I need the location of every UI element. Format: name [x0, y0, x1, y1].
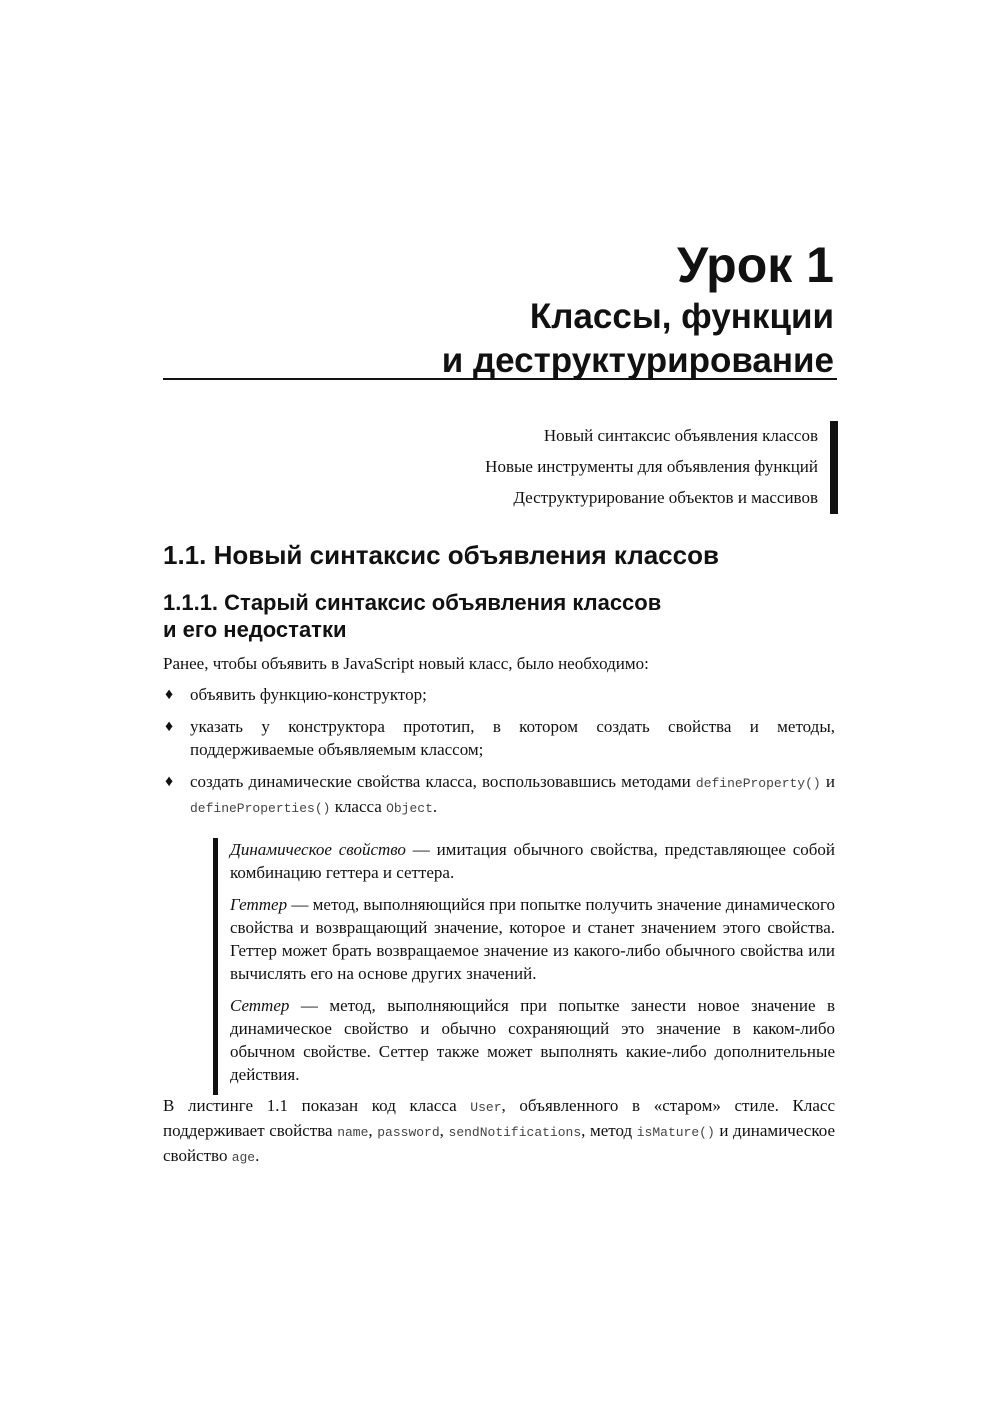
- code-is-mature: isMature(): [636, 1125, 715, 1140]
- list-item: [163, 683, 835, 706]
- chapter-title-line1: Классы, функции: [529, 297, 834, 336]
- code-user: User: [470, 1100, 502, 1115]
- note-paragraph: [230, 893, 835, 985]
- code-object: Object: [386, 801, 433, 816]
- list-item: [163, 715, 835, 761]
- definition-text: — метод, выполняющийся при попытке получить значение динамического свойства и возвращающий значение, которое и станет значением этого свойства. Геттер может брать возвращаемое значение из какого-либо обычного свойства или вычислять его на основе других значений.: [230, 895, 835, 983]
- toc-item: Деструктурирование объектов и массивов: [513, 488, 818, 507]
- term-setter: Сеттер: [230, 996, 290, 1015]
- code-send-notifications: sendNotifications: [448, 1125, 582, 1140]
- note-paragraph: [230, 994, 835, 1086]
- listing-paragraph: [163, 1094, 835, 1169]
- chapter-number: Урок 1: [676, 237, 834, 293]
- code-define-property: defineProperty(): [695, 776, 821, 791]
- toc-item: Новые инструменты для объявления функций: [485, 457, 818, 476]
- paragraph-text: , объявленного в «старом» стиле. Класс поддерживает свойства: [163, 1096, 835, 1140]
- diamond-bullet-icon: ♦: [165, 718, 174, 735]
- subsection-heading-line1: 1.1.1. Старый синтаксис объявления классов: [163, 590, 662, 615]
- definitions-note: [213, 838, 835, 1095]
- intro-paragraph: Ранее, чтобы объявить в JavaScript новый класс, было необходимо:: [163, 654, 649, 673]
- term-dynamic-property: Динамическое свойство: [230, 840, 406, 859]
- diamond-bullet-icon: ♦: [165, 773, 174, 790]
- code-password: password: [377, 1125, 440, 1140]
- chapter-contents: [485, 420, 840, 513]
- paragraph-text: и динамическое свойство: [163, 1121, 836, 1165]
- paragraph-text: .: [255, 1146, 260, 1165]
- paragraph-text: В листинге 1.1 показан код класса: [163, 1096, 471, 1115]
- definition-text: — метод, выполняющийся при попытке занести новое значение в динамическое свойство и обычно сохраняющий это значение в каком-либо обычном свойстве. Сеттер также может выполнять какие-либо дополнительные действия.: [230, 996, 835, 1084]
- chapter-divider: [163, 378, 837, 380]
- list-item-text: создать динамические свойства класса, воспользовавшись методами: [190, 772, 696, 791]
- list-item-text: .: [432, 797, 438, 816]
- definition-text: — имитация обычного свойства, представляющее собой комбинацию геттера и сеттера.: [230, 840, 835, 882]
- requirements-list: [163, 683, 835, 829]
- note-paragraph: [230, 838, 835, 884]
- chapter-header: [160, 236, 834, 382]
- code-age: age: [231, 1150, 256, 1165]
- code-define-properties: defineProperties(): [190, 801, 331, 816]
- diamond-bullet-icon: ♦: [165, 686, 174, 703]
- list-item: [163, 770, 835, 820]
- chapter-title-line2: и деструктурирование: [441, 341, 834, 380]
- subsection-heading-line2: и его недостатки: [163, 617, 347, 642]
- code-name: name: [337, 1125, 369, 1140]
- subsection-heading: [163, 589, 661, 643]
- paragraph-text: , метод: [581, 1121, 637, 1140]
- list-item-text: и: [820, 772, 835, 791]
- list-item-text: класса: [330, 797, 387, 816]
- paragraph-text: ,: [439, 1121, 449, 1140]
- toc-side-bar: [830, 421, 838, 514]
- section-heading: 1.1. Новый синтаксис объявления классов: [163, 540, 719, 570]
- list-item-text: указать у конструктора прототип, в котором создать свойства и методы, поддерживаемые объявляемым классом;: [190, 717, 835, 759]
- paragraph-text: ,: [368, 1121, 378, 1140]
- term-getter: Геттер: [230, 895, 288, 914]
- toc-item: Новый синтаксис объявления классов: [543, 426, 818, 445]
- list-item-text: объявить функцию-конструктор;: [190, 685, 427, 704]
